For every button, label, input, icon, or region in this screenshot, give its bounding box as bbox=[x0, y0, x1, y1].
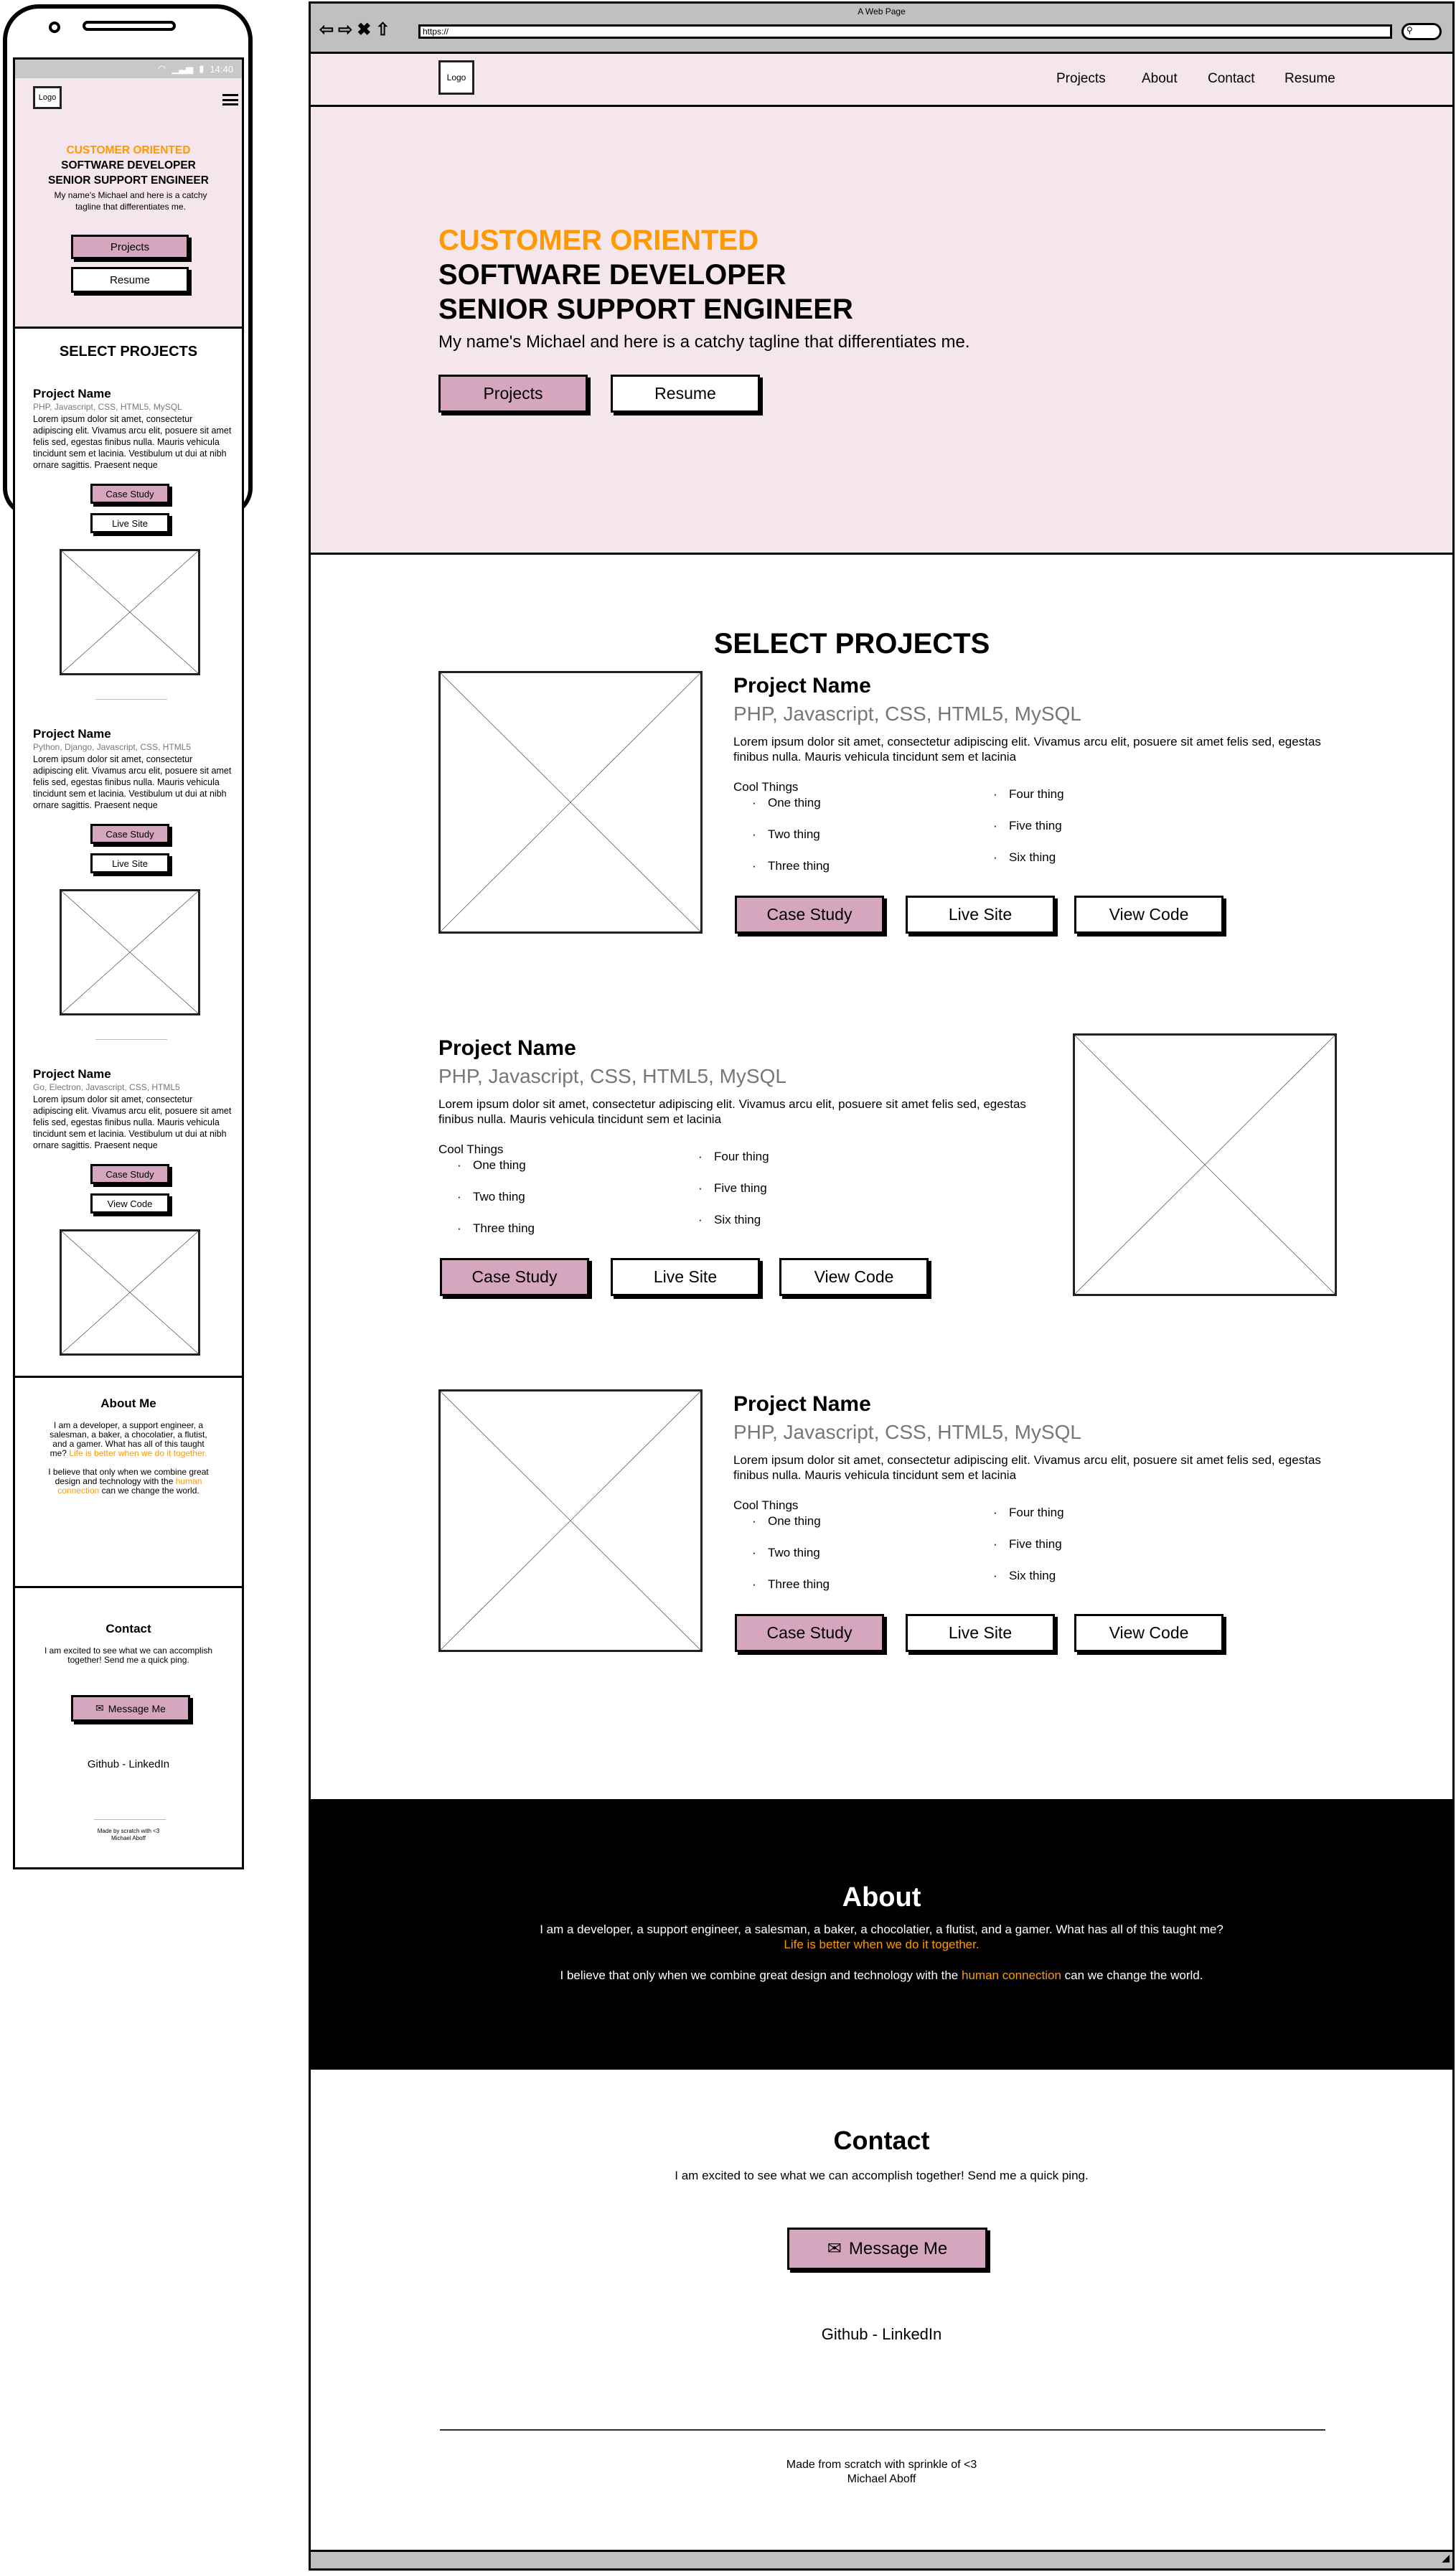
live-site-button[interactable] bbox=[611, 1258, 760, 1296]
mobile-project-card bbox=[15, 1067, 242, 1383]
project-image-placeholder bbox=[60, 889, 200, 1015]
about-paragraph-2 bbox=[44, 1468, 213, 1496]
cool-thing-item: · Four thing bbox=[1009, 787, 1064, 802]
project-description: Lorem ipsum dolor sit amet, consectetur adipiscing elit. Vivamus arcu elit, posuere sit amet felis sed, egestas finibus nulla. Mauris vehicula tincidunt sem et lacinia. Vestibulum ut dui at nibh ornare sagittis. Praesent neque bbox=[33, 1094, 232, 1150]
view-code-button[interactable] bbox=[1074, 1614, 1223, 1652]
button-label: Case Study bbox=[105, 1168, 154, 1180]
project-image-placeholder bbox=[438, 671, 703, 934]
hero-tagline: My name's Michael and here is a catchy tagline that differentiates me. bbox=[54, 190, 207, 212]
status-time: 14:40 bbox=[210, 63, 233, 75]
message-me-button[interactable] bbox=[71, 1695, 190, 1722]
contact-title: Contact bbox=[105, 1622, 151, 1635]
cool-thing-item: · Two thing bbox=[768, 827, 820, 842]
mobile-contact-section bbox=[15, 1586, 242, 1869]
search-icon: ⚲ bbox=[1406, 25, 1413, 35]
hero-line-2: SOFTWARE DEVELOPER bbox=[61, 159, 196, 172]
stop-icon[interactable]: ✖ bbox=[357, 20, 372, 39]
hero-section bbox=[311, 107, 1452, 555]
footer-line-1: Made from scratch with sprinkle of <3 bbox=[786, 2459, 977, 2471]
resume-button-label: Resume bbox=[654, 384, 716, 403]
mobile-screen bbox=[13, 57, 244, 1869]
about-paragraph-1 bbox=[45, 1421, 212, 1458]
resume-button[interactable] bbox=[611, 375, 760, 413]
button-label: Case Study bbox=[766, 1623, 853, 1642]
resume-button-label: Resume bbox=[110, 273, 150, 286]
about-text: can we change the world. bbox=[101, 1486, 199, 1496]
search-button[interactable] bbox=[1401, 23, 1442, 40]
project-tech: PHP, Javascript, CSS, HTML5, MySQL bbox=[733, 1421, 1081, 1443]
projects-button[interactable] bbox=[71, 235, 189, 259]
project-tech: PHP, Javascript, CSS, HTML5, MySQL bbox=[733, 703, 1081, 725]
message-me-button[interactable] bbox=[787, 2228, 987, 2270]
project-name: Project Name bbox=[33, 387, 111, 400]
nav-link-about[interactable]: About bbox=[1142, 71, 1178, 86]
button-label: Case Study bbox=[105, 488, 154, 499]
live-site-button[interactable] bbox=[906, 896, 1055, 934]
forward-icon[interactable]: ⇨ bbox=[338, 20, 353, 39]
contact-text: I am excited to see what we can accomplish together! Send me a quick ping. bbox=[675, 2169, 1089, 2182]
footer-divider bbox=[440, 2429, 1325, 2431]
project-description: Lorem ipsum dolor sit amet, consectetur adipiscing elit. Vivamus arcu elit, posuere sit amet felis sed, egestas finibus nulla. Mauris vehicula tincidunt sem et lacinia bbox=[733, 1453, 1321, 1482]
about-paragraph-2 bbox=[311, 1968, 1452, 1983]
cool-things-label: Cool Things bbox=[733, 1498, 799, 1512]
hero-line-3: SENIOR SUPPORT ENGINEER bbox=[48, 174, 209, 187]
button-label: View Code bbox=[814, 1267, 894, 1286]
contact-text: I am excited to see what we can accomplish together! Send me a quick ping. bbox=[44, 1646, 213, 1665]
button-label: Live Site bbox=[948, 905, 1013, 924]
url-bar[interactable] bbox=[418, 24, 1392, 39]
nav-link-resume[interactable]: Resume bbox=[1284, 71, 1335, 86]
button-label: Live Site bbox=[653, 1267, 718, 1286]
cool-thing-item: · Three thing bbox=[473, 1221, 535, 1236]
mobile-about-section bbox=[15, 1376, 242, 1586]
project-description: Lorem ipsum dolor sit amet, consectetur adipiscing elit. Vivamus arcu elit, posuere sit amet felis sed, egestas finibus nulla. Mauris vehicula tincidunt sem et lacinia. Vestibulum ut dui at nibh ornare sagittis. Praesent neque bbox=[33, 754, 232, 810]
contact-title: Contact bbox=[833, 2126, 930, 2155]
cool-thing-item: · Three thing bbox=[768, 859, 830, 873]
cool-thing-item: · One thing bbox=[473, 1158, 526, 1173]
cool-thing-item: · Six thing bbox=[1009, 850, 1056, 865]
logo[interactable] bbox=[438, 60, 474, 95]
project-image-placeholder bbox=[60, 549, 200, 675]
project-tech: Python, Django, Javascript, CSS, HTML5 bbox=[33, 742, 192, 752]
hero-line-1: CUSTOMER ORIENTED bbox=[66, 144, 191, 156]
cool-thing-item: · Five thing bbox=[714, 1181, 767, 1196]
project-tech: Go, Electron, Javascript, CSS, HTML5 bbox=[33, 1082, 180, 1092]
browser-titlebar bbox=[311, 4, 1452, 54]
hero-line-3: SENIOR SUPPORT ENGINEER bbox=[438, 294, 853, 325]
project-card bbox=[438, 1033, 1337, 1299]
projects-button-label: Projects bbox=[110, 240, 150, 253]
cool-thing-item: · Three thing bbox=[768, 1577, 830, 1592]
mobile-hero bbox=[15, 78, 242, 329]
projects-title: SELECT PROJECTS bbox=[713, 628, 990, 660]
resize-grip-icon[interactable]: ◢ bbox=[1442, 2552, 1450, 2563]
cool-thing-item: · Four thing bbox=[1009, 1506, 1064, 1520]
view-code-button[interactable] bbox=[779, 1258, 929, 1296]
logo-text: Logo bbox=[446, 72, 466, 83]
message-me-label: Message Me bbox=[108, 1702, 166, 1714]
mobile-project-card bbox=[15, 727, 242, 1043]
live-site-button[interactable] bbox=[906, 1614, 1055, 1652]
project-tech: PHP, Javascript, CSS, HTML5, MySQL bbox=[438, 1065, 786, 1087]
project-description: Lorem ipsum dolor sit amet, consectetur adipiscing elit. Vivamus arcu elit, posuere sit amet felis sed, egestas finibus nulla. Mauris vehicula tincidunt sem et lacinia bbox=[438, 1097, 1026, 1126]
project-tech: PHP, Javascript, CSS, HTML5, MySQL bbox=[33, 402, 182, 412]
message-me-label: Message Me bbox=[848, 2238, 948, 2258]
logo-text: Logo bbox=[38, 93, 57, 102]
button-label: Case Study bbox=[766, 905, 853, 924]
button-label: View Code bbox=[1109, 905, 1189, 924]
project-name: Project Name bbox=[438, 1036, 576, 1060]
case-study-button[interactable] bbox=[90, 1164, 169, 1184]
hero-tagline: My name's Michael and here is a catchy tagline that differentiates me. bbox=[438, 332, 970, 352]
project-description: Lorem ipsum dolor sit amet, consectetur adipiscing elit. Vivamus arcu elit, posuere sit amet felis sed, egestas finibus nulla. Mauris vehicula tincidunt sem et lacinia. Vestibulum ut dui at nibh ornare sagittis. Praesent neque bbox=[33, 414, 232, 470]
envelope-icon: ✉ bbox=[827, 2239, 842, 2258]
cool-thing-item: · Four thing bbox=[714, 1150, 769, 1164]
about-text: can we change the world. bbox=[1064, 1968, 1203, 1982]
logo[interactable] bbox=[33, 86, 62, 109]
view-code-button[interactable] bbox=[1074, 896, 1223, 934]
mobile-project-card bbox=[15, 387, 242, 703]
nav-link-contact[interactable]: Contact bbox=[1208, 71, 1255, 86]
button-label: Live Site bbox=[112, 858, 148, 869]
project-name: Project Name bbox=[33, 727, 111, 741]
home-icon[interactable]: ⇧ bbox=[375, 20, 390, 39]
project-description: Lorem ipsum dolor sit amet, consectetur adipiscing elit. Vivamus arcu elit, posuere sit amet felis sed, egestas finibus nulla. Mauris vehicula tincidunt sem et lacinia bbox=[733, 735, 1321, 764]
case-study-button[interactable] bbox=[90, 824, 169, 844]
about-highlight: Life is better when we do it together. bbox=[784, 1938, 980, 1951]
about-title: About Me bbox=[100, 1397, 156, 1410]
cool-thing-item: · Two thing bbox=[768, 1546, 820, 1560]
back-icon[interactable]: ⇦ bbox=[319, 20, 334, 39]
contact-section bbox=[311, 2070, 1452, 2550]
cool-thing-item: · One thing bbox=[768, 1514, 821, 1529]
about-highlight: human connection bbox=[962, 1968, 1061, 1982]
button-label: Case Study bbox=[471, 1267, 558, 1286]
view-code-button[interactable] bbox=[90, 1193, 169, 1214]
project-divider bbox=[95, 1039, 167, 1040]
project-image-placeholder bbox=[1073, 1033, 1337, 1296]
case-study-button[interactable] bbox=[735, 896, 884, 934]
button-label: Live Site bbox=[948, 1623, 1013, 1642]
phone-speaker bbox=[83, 21, 176, 31]
resume-button[interactable] bbox=[71, 267, 189, 293]
button-label: Case Study bbox=[105, 828, 154, 840]
project-image-placeholder bbox=[438, 1389, 703, 1652]
live-site-button[interactable] bbox=[90, 853, 169, 873]
cool-thing-item: · One thing bbox=[768, 796, 821, 810]
projects-button-label: Projects bbox=[483, 384, 543, 403]
about-section bbox=[311, 1799, 1452, 2070]
projects-button[interactable] bbox=[438, 375, 588, 413]
button-label: View Code bbox=[1109, 1623, 1189, 1642]
cool-thing-item: · Six thing bbox=[714, 1213, 761, 1227]
window-title: A Web Page bbox=[858, 6, 906, 17]
footer-divider bbox=[94, 1819, 166, 1820]
nav-link-projects[interactable]: Projects bbox=[1056, 71, 1106, 86]
social-links[interactable]: Github - LinkedIn bbox=[87, 1758, 170, 1770]
browser-window bbox=[309, 1, 1455, 2571]
battery-icon: ▮ bbox=[199, 63, 205, 74]
project-image-placeholder bbox=[60, 1229, 200, 1356]
about-highlight: human connection bbox=[57, 1476, 202, 1496]
hero-line-2: SOFTWARE DEVELOPER bbox=[438, 259, 786, 291]
cool-thing-item: · Two thing bbox=[473, 1190, 525, 1204]
phone-camera bbox=[49, 22, 60, 33]
project-card bbox=[438, 1389, 1337, 1655]
signal-icon: ▁▃▅ bbox=[172, 63, 194, 74]
project-name: Project Name bbox=[733, 674, 871, 698]
cool-thing-item: · Six thing bbox=[1009, 1569, 1056, 1583]
project-name: Project Name bbox=[33, 1067, 111, 1081]
mobile-projects-title: SELECT PROJECTS bbox=[59, 344, 198, 360]
hero-line-1: CUSTOMER ORIENTED bbox=[438, 225, 758, 256]
cool-things-label: Cool Things bbox=[733, 780, 799, 794]
about-highlight: Life is better when we do it together. bbox=[69, 1448, 207, 1458]
hamburger-icon[interactable] bbox=[222, 94, 238, 105]
about-text: I am a developer, a support engineer, a salesman, a baker, a chocolatier, a flutist, and a gamer. What has all of this taught me? bbox=[50, 1420, 207, 1458]
about-text: I believe that only when we combine great design and technology with the bbox=[48, 1467, 209, 1486]
case-study-button[interactable] bbox=[90, 484, 169, 504]
live-site-button[interactable] bbox=[90, 513, 169, 533]
social-links[interactable]: Github - LinkedIn bbox=[821, 2325, 942, 2343]
about-title: About bbox=[842, 1882, 921, 1912]
top-nav bbox=[311, 54, 1452, 107]
case-study-button[interactable] bbox=[440, 1258, 589, 1296]
cool-thing-item: · Five thing bbox=[1009, 1537, 1062, 1552]
footer-line-2: Michael Aboff bbox=[111, 1835, 146, 1841]
cool-things-label: Cool Things bbox=[438, 1142, 504, 1156]
project-divider bbox=[95, 699, 167, 700]
envelope-icon: ✉ bbox=[95, 1702, 104, 1714]
url-text: https:// bbox=[423, 27, 449, 37]
button-label: View Code bbox=[107, 1198, 153, 1209]
about-text: I am a developer, a support engineer, a salesman, a baker, a chocolatier, a flutist, and a gamer. What has all of this taught me? bbox=[540, 1923, 1223, 1936]
button-label: Live Site bbox=[112, 517, 148, 529]
case-study-button[interactable] bbox=[735, 1614, 884, 1652]
cool-thing-item: · Five thing bbox=[1009, 819, 1062, 833]
footer-line-1: Made by scratch with <3 bbox=[97, 1828, 160, 1834]
project-name: Project Name bbox=[733, 1392, 871, 1416]
status-bar bbox=[15, 60, 242, 78]
project-card bbox=[438, 671, 1337, 937]
footer-line-2: Michael Aboff bbox=[847, 2473, 916, 2485]
wifi-icon: ◠ bbox=[157, 63, 166, 74]
about-text: I believe that only when we combine great design and technology with the bbox=[560, 1968, 959, 1982]
browser-statusbar bbox=[311, 2550, 1452, 2568]
